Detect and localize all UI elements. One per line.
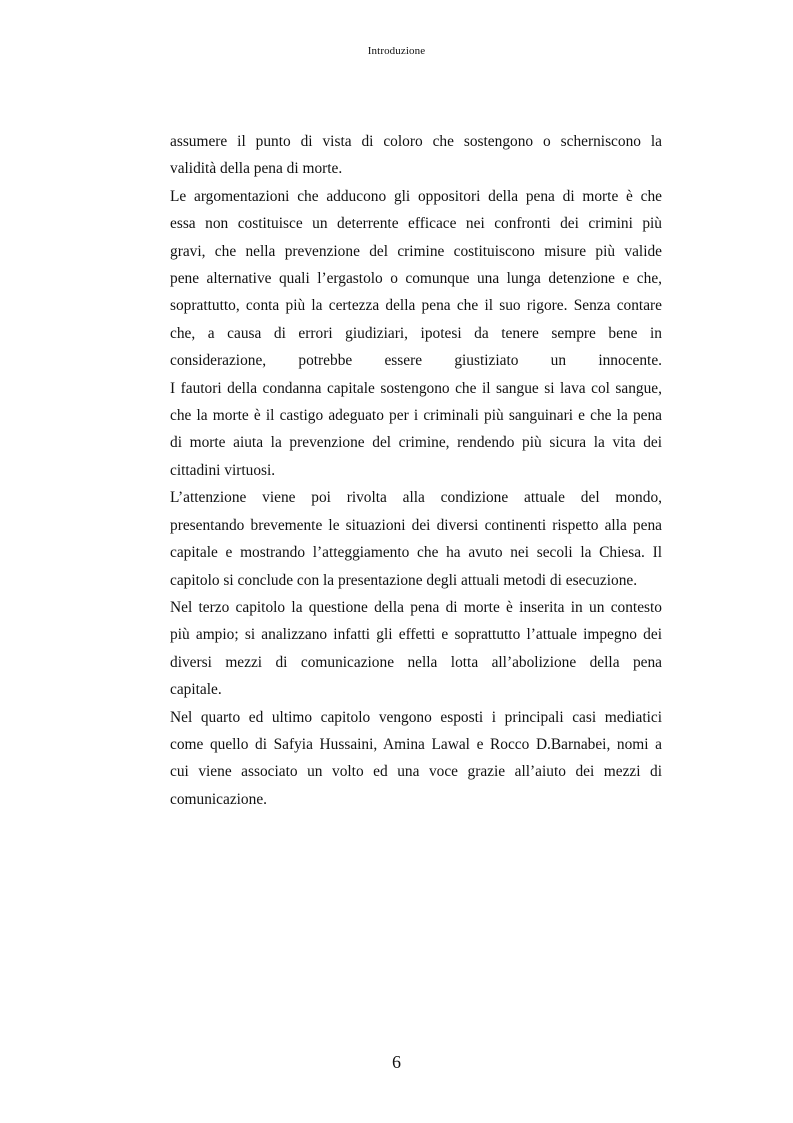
text-line: come quello di Safyia Hussaini, Amina Lawal e Rocco D.Barnabei, nomi a (170, 735, 662, 753)
running-header: Introduzione (367, 45, 426, 57)
text-line: che, a causa di errori giudiziari, ipotesi da tenere sempre bene in (170, 324, 662, 342)
text-line: pene alternative quali l’ergastolo o comunque una lunga detenzione e che, (170, 270, 662, 288)
text-line: considerazione, potrebbe essere giustiziato un innocente. (170, 352, 662, 370)
text-line: assumere il punto di vista di coloro che sostengono o scherniscono la (170, 133, 662, 150)
page-number: 6 (392, 1052, 401, 1072)
text-line: diversi mezzi di comunicazione nella lotta all’abolizione della pena (170, 653, 662, 671)
text-line: cittadini virtuosi. (170, 461, 276, 479)
text-line: Nel terzo capitolo la questione della pena di morte è inserita in un contesto (170, 598, 662, 616)
paragraph (170, 183, 662, 375)
text-line: capitale e mostrando l’atteggiamento che ha avuto nei secoli la Chiesa. Il (170, 544, 662, 562)
text-line: I fautori della condanna capitale sostengono che il sangue si lava col sangue, (170, 379, 662, 397)
paragraph (170, 594, 662, 704)
text-line: comunicazione. (170, 790, 268, 808)
text-line: cui viene associato un volto ed una voce grazie all’aiuto dei mezzi di (170, 763, 662, 781)
text-line: di morte aiuta la prevenzione del crimine, rendendo più sicura la vita dei (170, 434, 662, 452)
text-line: Nel quarto ed ultimo capitolo vengono esposti i principali casi mediatici (170, 708, 662, 726)
paragraph (170, 484, 662, 594)
text-line: L’attenzione viene poi rivolta alla condizione attuale del mondo, (170, 489, 662, 507)
paragraph (170, 704, 662, 814)
text-line: capitale. (170, 681, 222, 699)
text-line: più ampio; si analizzano infatti gli effetti e soprattutto l’attuale impegno dei (170, 626, 662, 644)
paragraph (170, 375, 662, 485)
text-line: che la morte è il castigo adeguato per i criminali più sanguinari e che la pena (170, 407, 662, 425)
text-line: gravi, che nella prevenzione del crimine costituiscono misure più valide (170, 242, 662, 260)
body-text (170, 128, 662, 813)
text-line: capitolo si conclude con la presentazione degli attuali metodi di esecuzione. (170, 571, 638, 589)
text-line: Le argomentazioni che adducono gli oppositori della pena di morte è che (170, 187, 662, 205)
paragraph (170, 128, 662, 183)
text-line: validità della pena di morte. (170, 160, 343, 178)
text-line: essa non costituisce un deterrente efficace nei confronti dei crimini più (170, 215, 662, 233)
text-line: soprattutto, conta più la certezza della pena che il suo rigore. Senza contare (170, 297, 662, 315)
text-line: presentando brevemente le situazioni dei diversi continenti rispetto alla pena (170, 516, 662, 534)
